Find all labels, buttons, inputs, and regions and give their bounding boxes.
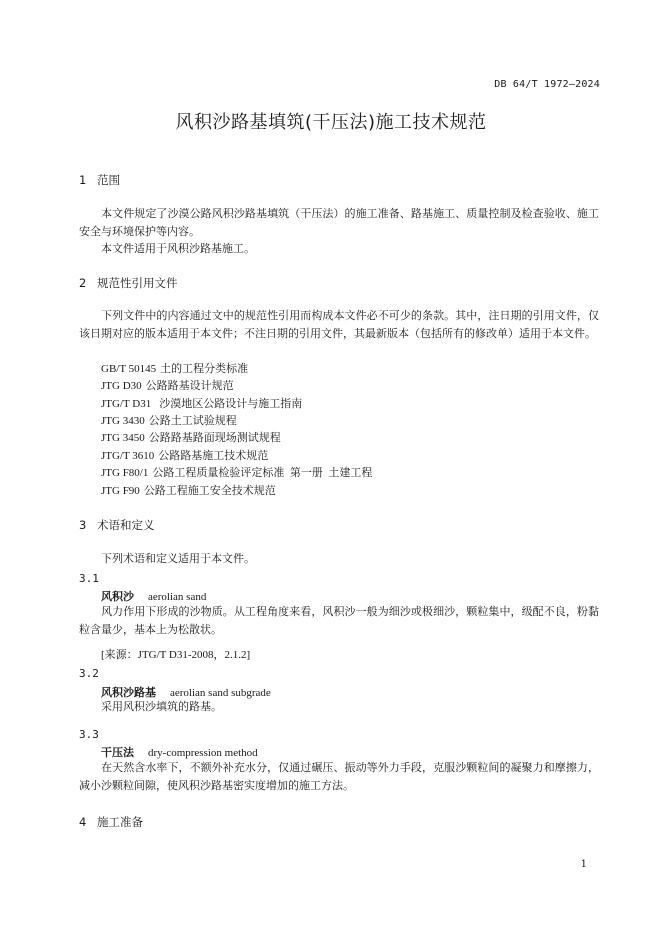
reference-code: GB/T 50145	[101, 363, 157, 375]
reference-name: 公路工程质量检验评定标准 第一册 土建工程	[152, 467, 373, 479]
term-chinese: 风积沙路基	[101, 686, 156, 699]
reference-name: 沙漠地区公路设计与施工指南	[159, 398, 303, 410]
section-number: 4	[79, 815, 87, 829]
page-number: 1	[580, 859, 587, 870]
paragraph-text: 下列术语和定义适用于本文件。	[101, 552, 255, 565]
reference-item	[101, 395, 302, 413]
paragraph-text: 下列文件中的内容通过文中的规范性引用而构成本文件必不可少的条款。其中，注日期的引用文件，仅该日期对应的版本适用于本文件；不注日期的引用文件，其最新版本（包括所有的修改单）适用于本文件。	[79, 309, 599, 340]
page-title: 风积沙路基填筑(干压法)施工技术规范	[175, 112, 487, 133]
paragraph	[79, 550, 599, 568]
reference-name: 公路路基设计规范	[145, 380, 234, 392]
section-title: 规范性引用文件	[97, 276, 178, 290]
section-title: 术语和定义	[97, 518, 155, 532]
reference-name: 公路路基施工技术规范	[158, 450, 269, 462]
reference-item	[101, 482, 276, 500]
term-definition	[79, 759, 599, 795]
reference-name: 公路工程施工安全技术规范	[143, 485, 276, 497]
section-title: 范围	[97, 173, 120, 187]
term-english: aerolian sand subgrade	[170, 687, 271, 699]
term-chinese: 风积沙	[101, 590, 134, 603]
term-english: dry-compression method	[148, 747, 258, 759]
paragraph-text: 风力作用下形成的沙物质。从工程角度来看，风积沙一般为细沙或极细沙，颗粒集中，级配不良，粉黏粒含量少，基本上为松散状。	[79, 605, 599, 636]
reference-name: 公路路基路面现场测试规程	[148, 432, 281, 444]
term-definition	[79, 603, 599, 639]
paragraph-text: 本文件规定了沙漠公路风积沙路基填筑（干压法）的施工准备、路基施工、质量控制及检查验收、施工安全与环境保护等内容。	[79, 207, 599, 238]
section-3-heading	[79, 517, 155, 533]
reference-item	[101, 360, 248, 378]
paragraph	[79, 240, 599, 258]
term-definition	[79, 698, 599, 716]
reference-item	[101, 412, 237, 430]
paragraph	[79, 205, 599, 241]
term-source: [来源：JTG/T D31-2008，2.1.2]	[101, 649, 251, 661]
section-number: 2	[79, 276, 87, 290]
reference-code: JTG/T D31	[101, 398, 152, 410]
section-1-heading	[79, 172, 120, 188]
term-number: 3.1	[79, 572, 99, 585]
reference-code: JTG 3430	[101, 415, 145, 427]
reference-code: JTG D30	[101, 380, 142, 392]
term-number: 3.2	[79, 667, 99, 680]
reference-item	[101, 429, 281, 447]
paragraph-text: 采用风积沙填筑的路基。	[101, 700, 222, 713]
section-number: 3	[79, 518, 87, 532]
term-english: aerolian sand	[148, 591, 207, 603]
reference-item	[101, 464, 372, 482]
paragraph	[79, 307, 599, 343]
term-entry	[101, 588, 206, 604]
section-number: 1	[79, 173, 87, 187]
reference-code: JTG F80/1	[101, 467, 149, 479]
term-entry	[101, 744, 258, 760]
reference-code: JTG F90	[101, 485, 140, 497]
section-2-heading	[79, 275, 178, 291]
section-4-heading	[79, 814, 143, 830]
paragraph-text: 本文件适用于风积沙路基施工。	[101, 242, 255, 255]
paragraph-text: 在天然含水率下，不额外补充水分，仅通过碾压、振动等外力手段，克服沙颗粒间的凝聚力和摩擦力，减小沙颗粒间隙，使风积沙路基密实度增加的施工方法。	[79, 761, 599, 792]
reference-code: JTG/T 3610	[101, 450, 155, 462]
term-chinese: 干压法	[101, 746, 134, 759]
section-title: 施工准备	[97, 815, 143, 829]
document-code: DB 64/T 1972—2024	[494, 79, 600, 90]
reference-name: 土的工程分类标准	[160, 363, 249, 375]
term-number: 3.3	[79, 728, 99, 741]
reference-item	[101, 377, 234, 395]
reference-item	[101, 447, 268, 465]
reference-name: 公路土工试验规程	[148, 415, 237, 427]
reference-code: JTG 3450	[101, 432, 145, 444]
